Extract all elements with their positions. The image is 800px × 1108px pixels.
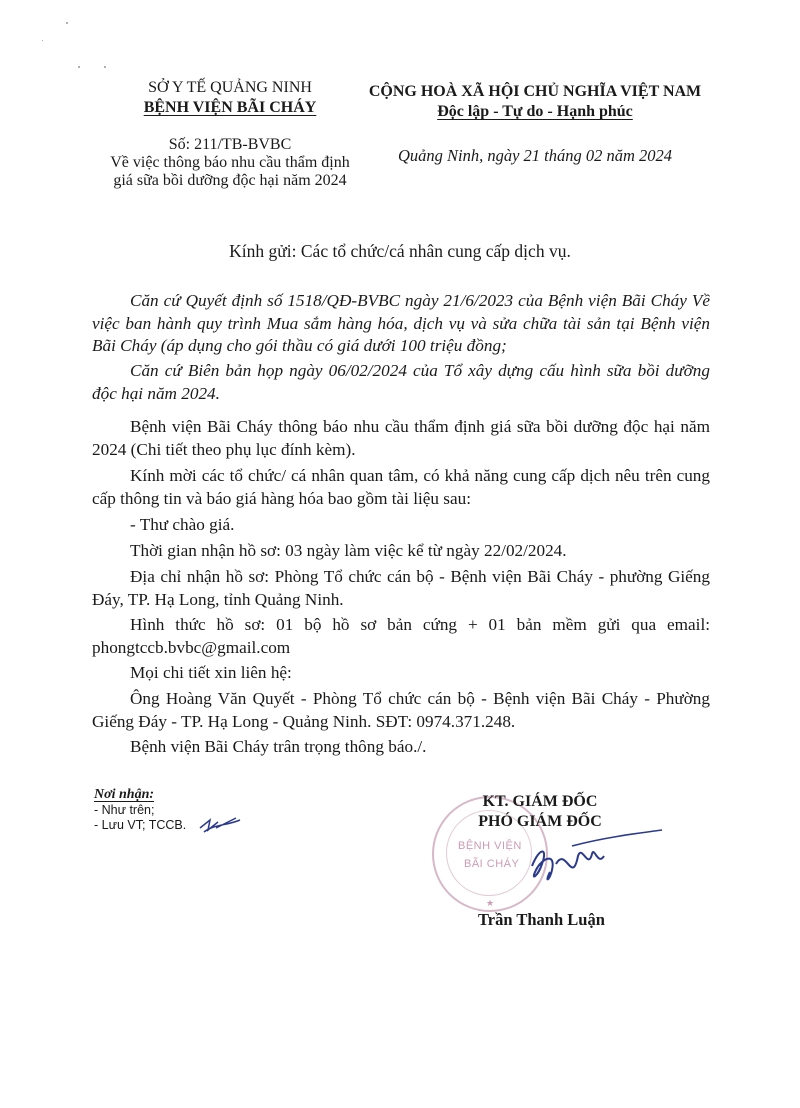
contact-paragraph: Ông Hoàng Văn Quyết - Phòng Tổ chức cán bộ - Bệnh viện Bãi Cháy - Phường Giếng Đáy - TP. Hạ Long - Quảng Ninh. SĐT: 0974.371.248. [92,689,710,731]
scan-speck [78,66,80,68]
recipients-title: Nơi nhận: [94,787,155,802]
subject-line-2: giá sữa bồi dưỡng độc hại năm 2024 [113,172,347,189]
signature-role-2: PHÓ GIÁM ĐỐC [478,813,602,830]
scan-speck [104,66,106,68]
doc-number: Số: 211/TB-BVBC [168,136,292,153]
handwritten-signature [512,826,672,896]
signer-name: Trần Thanh Luận [478,910,605,929]
recipient-item-1: - Như trên; [94,803,155,817]
country-name: CỘNG HOÀ XÃ HỘI CHỦ NGHĨA VIỆT NAM [368,83,702,100]
recipient-item-2: - Lưu VT; TCCB. [94,818,187,832]
ministry-name: SỞ Y TẾ QUẢNG NINH [148,79,312,96]
form-paragraph: Hình thức hồ sơ: 01 bộ hồ sơ bản cứng + 01 bản mềm gửi qua email: phongtccb.bvbc@gmail.com [92,615,710,657]
subject-line-1: Về việc thông báo nhu cầu thẩm định [110,154,350,171]
initials-mark [196,814,246,836]
motto: Độc lập - Tự do - Hạnh phúc [437,103,633,120]
hospital-name: BỆNH VIỆN BÃI CHÁY [143,99,317,116]
contact-intro: Mọi chi tiết xin liên hệ: [130,663,292,682]
document-item: - Thư chào giá. [130,515,235,534]
doc-reference [95,136,365,190]
scan-speck [66,22,68,24]
scan-speck [42,40,43,41]
stamp-text-line-1: BỆNH VIỆN [458,840,522,852]
invitation-paragraph: Kính mời các tổ chức/ cá nhân quan tâm, có khả năng cung cấp dịch nêu trên cung cấp thông tin và báo giá hàng hóa bao gồm tài liệu sau: [92,466,710,508]
stamp-text-line-2: BÃI CHÁY [464,858,520,870]
basis-paragraph-2: Căn cứ Biên bản họp ngày 06/02/2024 của Tổ xây dựng cấu hình sữa bồi dưỡng độc hại năm 2024. [92,361,710,403]
signature-role-1: KT. GIÁM ĐỐC [482,793,598,810]
header-left [100,78,360,118]
recipient-line: Kính gửi: Các tổ chức/cá nhân cung cấp dịch vụ. [229,241,571,261]
announcement-paragraph: Bệnh viện Bãi Cháy thông báo nhu cầu thẩm định giá sữa bồi dưỡng độc hại năm 2024 (Chi tiết theo phụ lục đính kèm). [92,417,710,459]
deadline-paragraph: Thời gian nhận hồ sơ: 03 ngày làm việc kể từ ngày 22/02/2024. [130,541,567,560]
place-date: Quảng Ninh, ngày 21 tháng 02 năm 2024 [397,146,673,165]
address-paragraph: Địa chỉ nhận hồ sơ: Phòng Tổ chức cán bộ - Bệnh viện Bãi Cháy - phường Giếng Đáy, TP. Hạ Long, tỉnh Quảng Ninh. [92,567,710,609]
recipients-block [94,786,294,833]
basis-paragraph-1: Căn cứ Quyết định số 1518/QĐ-BVBC ngày 21/6/2023 của Bệnh viện Bãi Cháy Về việc ban hành quy trình Mua sắm hàng hóa, dịch vụ và sửa chữa tài sản tại Bệnh viện Bãi Cháy (áp dụng cho gói thầu có giá dưới 100 triệu đồng; [92,291,710,355]
closing-line: Bệnh viện Bãi Cháy trân trọng thông báo./. [130,737,427,756]
stamp-star-icon: ★ [486,898,495,908]
header-right [360,82,710,122]
